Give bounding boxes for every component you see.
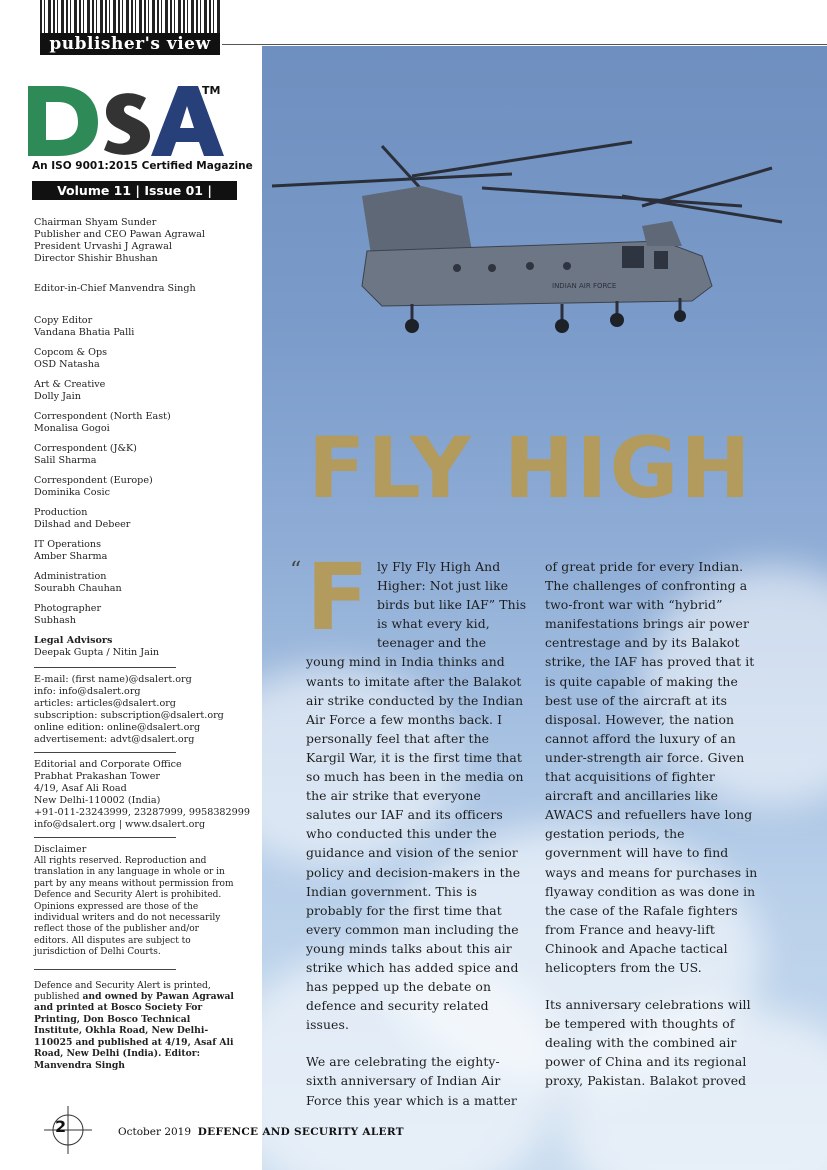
email-line: E-mail: (first name)@dsalert.org — [34, 674, 192, 685]
page-footer — [118, 1126, 404, 1138]
credit-person: Monalisa Gogoi — [34, 423, 110, 434]
address-line: +91-011-23243999, 23287999, 9958382999 — [34, 807, 250, 818]
porthole — [563, 262, 571, 270]
credit-production — [34, 507, 254, 531]
credit-person: Salil Sharma — [34, 455, 97, 466]
credit-role: Copcom & Ops — [34, 347, 108, 358]
iso-certification: An ISO 9001:2015 Certified Magazine — [32, 160, 253, 172]
porthole — [488, 264, 496, 272]
email-line: advertisement: advt@dsalert.org — [34, 734, 195, 745]
credit-person: Sourabh Chauhan — [34, 583, 122, 594]
office-address — [34, 759, 254, 831]
page-number: 2 — [55, 1117, 67, 1136]
rotor-blade — [272, 174, 512, 186]
credit-person: Dominika Cosic — [34, 487, 110, 498]
wheel — [610, 313, 624, 327]
address-line: Editorial and Corporate Office — [34, 759, 182, 770]
credit-person: Subhash — [34, 615, 76, 626]
credit-person: Deepak Gupta / Nitin Jain — [34, 647, 160, 658]
logo-letter-s — [104, 93, 150, 155]
registration-target-icon — [44, 1106, 92, 1154]
wheel — [674, 310, 686, 322]
porthole — [526, 262, 534, 270]
opening-quote: “ — [290, 558, 302, 583]
footer-date: October 2019 — [118, 1126, 192, 1138]
address-line: New Delhi-110002 (India) — [34, 795, 161, 806]
email-line: online edition: online@dsalert.org — [34, 722, 201, 733]
credit-role: Production — [34, 507, 88, 518]
paragraph: We are celebrating the eighty-sixth anniversary of Indian Air Force this year which is a matter — [306, 1054, 517, 1108]
trademark-mark: TM — [202, 84, 221, 97]
rotor-blade — [482, 188, 742, 206]
editor-in-chief: Editor-in-Chief Manvendra Singh — [34, 283, 196, 294]
credit-it — [34, 539, 254, 563]
address-line: 4/19, Asaf Ali Road — [34, 783, 127, 794]
disclaimer-title: Disclaimer — [34, 844, 87, 855]
address-line: Prabhat Prakashan Tower — [34, 771, 160, 782]
credit-role: Copy Editor — [34, 315, 93, 326]
leadership-line: Chairman Shyam Sunder — [34, 217, 157, 228]
credit-correspondent-jk — [34, 443, 254, 467]
credit-correspondent-europe — [34, 475, 254, 499]
credit-person: OSD Natasha — [34, 359, 100, 370]
leadership-line: President Urvashi J Agrawal — [34, 241, 172, 252]
header-rule — [222, 44, 827, 45]
credit-role: Correspondent (J&K) — [34, 443, 137, 454]
aircraft-marking: INDIAN AIR FORCE — [552, 282, 617, 290]
disclaimer-text: All rights reserved. Reproduction and translation in any language in whole or in part by any means without permission from Defence and Security Alert is prohibited. Opinions expressed are those of the individual writers and do not necessarily reflect those of the publisher and/or editors. All disputes are subject to jurisdiction of Delhi Courts. — [34, 856, 234, 958]
front-pylon — [642, 221, 682, 246]
leadership-line: Director Shishir Bhushan — [34, 253, 158, 264]
section-label: publisher's view — [40, 33, 220, 55]
wheel — [555, 319, 569, 333]
credit-role: Legal Advisors — [34, 635, 113, 646]
chinook-helicopter — [262, 46, 827, 366]
credit-role: IT Operations — [34, 539, 102, 550]
divider — [34, 969, 176, 970]
printer-text-bold: and owned by Pawan Agrawal and printed at Bosco Society For Printing, Don Bosco Technical Institute, Okhla Road, New Delhi-110025 and published at 4/19, Asaf Ali Road, New Delhi (India). Editor: Manvendra Singh — [34, 991, 234, 1071]
printer-line — [34, 980, 234, 1071]
divider — [34, 837, 176, 838]
paragraph-text: ly Fly Fly High And Higher: Not just like birds but like IAF” This is what every kid, teenager and the young mind in India thinks and wants to imitate after the Balakot air strike conducted by the Indian Air Force a few months back. I personally feel that after the Kargil War, it is the first time that so much has been in the media on the air strike that everyone salutes our IAF and its officers who conducted this under the guidance and vision of the senior policy and decision-makers in the Indian government. This is probably for the first time that every common man including the young minds talks about this air strike which has added spice and has pepped up the debate on defence and security related issues. — [306, 559, 527, 1033]
credit-legal — [34, 635, 254, 659]
divider — [34, 752, 176, 753]
rotor-blade — [642, 168, 772, 206]
barcode-graphic — [40, 0, 220, 34]
fuselage — [362, 241, 712, 306]
printer-text: Defence and Security Alert is printed, published — [34, 979, 211, 1003]
email-line: subscription: subscription@dsalert.org — [34, 710, 224, 721]
wheel — [405, 319, 419, 333]
credit-role: Art & Creative — [34, 379, 106, 390]
disclaimer — [34, 844, 234, 959]
porthole — [453, 264, 461, 272]
rotor-blade — [622, 196, 782, 222]
credit-photographer — [34, 603, 254, 627]
credit-person: Vandana Bhatia Palli — [34, 327, 135, 338]
drop-cap: F — [306, 544, 369, 651]
paragraph: of great pride for every Indian. The challenges of confronting a two-front war with “hybrid” manifestations brings air power centrestage and by its Balakot strike, the IAF has proved that it is quite capable of making the best use of the aircraft at its disposal. However, the nation cannot afford the luxury of an under-strength air force. Given that acquisitions of fighter aircraft and ancillaries like AWACS and refuellers have long gestation periods, the government will have to find ways and means for purchases in flyaway condition as was done in the case of the Rafale fighters from France and heavy-lift Chinook and Apache tactical helicopters from the US. — [545, 559, 758, 975]
email-line: articles: articles@dsalert.org — [34, 698, 176, 709]
credit-person: Amber Sharma — [34, 551, 108, 562]
credit-role: Correspondent (North East) — [34, 411, 171, 422]
leadership-line: Publisher and CEO Pawan Agrawal — [34, 229, 205, 240]
email-list — [34, 674, 254, 746]
article-title: FLY HIGH — [308, 419, 753, 517]
paragraph — [306, 544, 528, 1034]
credit-role: Photographer — [34, 603, 102, 614]
credit-person: Dolly Jain — [34, 391, 81, 402]
credit-admin — [34, 571, 254, 595]
divider — [34, 667, 176, 668]
credit-role: Administration — [34, 571, 107, 582]
article-column-2 — [545, 557, 761, 1109]
volume-issue: Volume 11 | Issue 01 | October 2019 — [32, 181, 237, 200]
credit-copy-editor — [34, 315, 254, 339]
rotor-blade — [412, 142, 632, 176]
address-line: info@dsalert.org | www.dsalert.org — [34, 819, 206, 830]
logo-letter-d — [28, 86, 98, 156]
credit-art — [34, 379, 254, 403]
cockpit-window — [622, 246, 644, 268]
cockpit-window — [654, 251, 668, 269]
masthead — [34, 217, 254, 1071]
credit-role: Correspondent (Europe) — [34, 475, 153, 486]
email-line: info: info@dsalert.org — [34, 686, 141, 697]
credit-person: Dilshad and Debeer — [34, 519, 131, 530]
leadership-list — [34, 217, 254, 265]
article-column-1 — [306, 544, 528, 1128]
credit-copcom — [34, 347, 254, 371]
credit-correspondent-ne — [34, 411, 254, 435]
paragraph: Its anniversary celebrations will be tempered with thoughts of dealing with the combined air power of China and its regional proxy, Pakistan. Balakot proved — [545, 997, 751, 1089]
footer-magazine: DEFENCE AND SECURITY ALERT — [197, 1126, 404, 1138]
dsa-logo — [28, 80, 228, 160]
